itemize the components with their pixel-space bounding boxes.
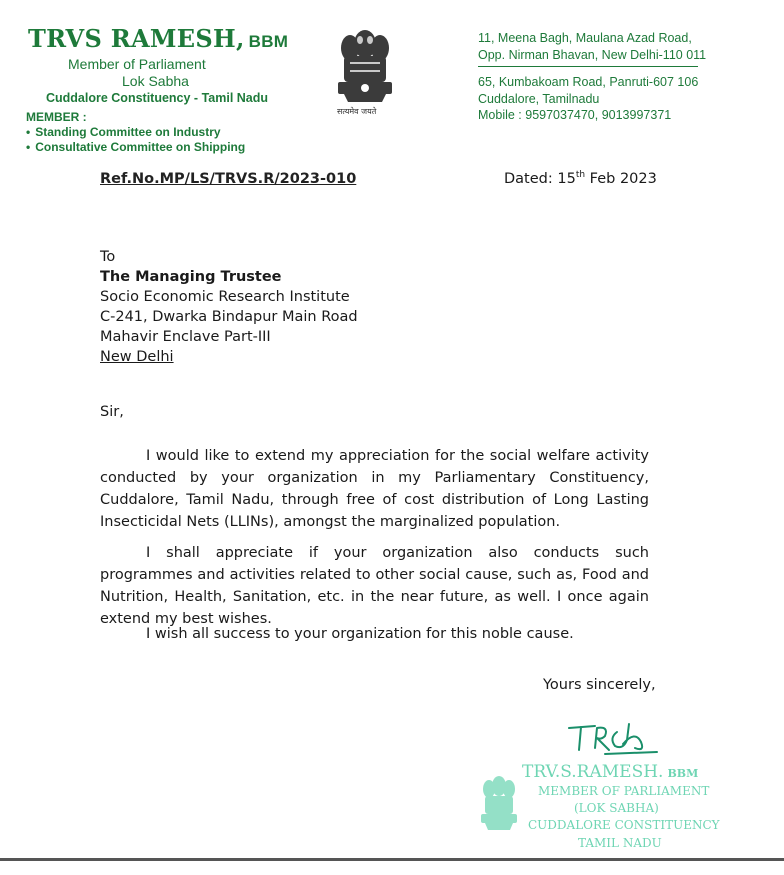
stamp-house: (LOK SABHA) xyxy=(574,801,659,815)
letter-date xyxy=(504,170,657,187)
recipient-city: New Delhi xyxy=(100,349,174,365)
letterhead-name-text: TRVS RAMESH, xyxy=(28,24,245,53)
body-paragraph: I would like to extend my appreciation for the social welfare activity conducted by your organization in my Parliamentary Constituency, Cuddalore, Tamil Nadu, through free of cost distribution of Long Lasting Insecticidal Nets (LLINs), amongst the marginalized population. xyxy=(100,448,649,530)
address-divider xyxy=(478,66,698,67)
member-label: MEMBER : xyxy=(26,110,87,124)
letterhead-name xyxy=(28,24,288,53)
recipient-line: Socio Economic Research Institute xyxy=(100,289,350,305)
stamp-state: TAMIL NADU xyxy=(578,836,662,850)
committee-item: • Standing Committee on Industry xyxy=(26,125,245,140)
local-address xyxy=(478,74,698,124)
recipient-line: Mahavir Enclave Part-III xyxy=(100,329,271,345)
to-label: To xyxy=(100,249,116,265)
recipient-block xyxy=(100,247,358,367)
bottom-rule xyxy=(0,858,784,861)
date-suffix: Feb 2023 xyxy=(585,170,657,187)
letterhead-house: Lok Sabha xyxy=(122,73,189,89)
date-prefix: Dated: 15 xyxy=(504,170,576,187)
letterhead-constituency: Cuddalore Constituency - Tamil Nadu xyxy=(46,91,269,105)
committee-list xyxy=(26,125,245,155)
date-ordinal: th xyxy=(575,170,586,180)
address-line: 11, Meena Bagh, Maulana Azad Road, xyxy=(478,31,692,45)
address-line: Opp. Nirman Bhavan, New Delhi-110 011 xyxy=(478,47,707,62)
salutation: Sir, xyxy=(100,404,124,420)
stamp-name-text: TRV.S.RAMESH. xyxy=(522,762,664,782)
stamp-emblem-icon xyxy=(476,772,522,844)
recipient-line: C-241, Dwarka Bindapur Main Road xyxy=(100,309,358,325)
body-paragraph: I shall appreciate if your organization also conducts such programmes and activities related to other social cause, such as, Food and Nutrition, Health, Sanitation, etc. in the near future, as well. I once again extend my best wishes. xyxy=(100,545,649,627)
stamp-name xyxy=(522,762,698,782)
address-line: Cuddalore, Tamilnadu xyxy=(478,91,600,106)
reference-number: Ref.No.MP/LS/TRVS.R/2023-010 xyxy=(100,171,357,187)
body-paragraph: I wish all success to your organization for this noble cause. xyxy=(146,626,574,642)
letterhead-designation: Member of Parliament xyxy=(68,56,206,72)
stamp-constituency: CUDDALORE CONSTITUENCY xyxy=(528,818,720,832)
stamp-designation: MEMBER OF PARLIAMENT xyxy=(538,784,710,798)
recipient-title: The Managing Trustee xyxy=(100,269,282,285)
committee-item: • Consultative Committee on Shipping xyxy=(26,140,245,155)
stamp-name-suffix: BBM xyxy=(667,767,699,780)
handwritten-signature xyxy=(565,718,665,760)
mobile-line: Mobile : 9597037470, 9013997371 xyxy=(478,108,672,122)
letterhead-name-suffix: BBM xyxy=(248,32,289,51)
closing-line: Yours sincerely, xyxy=(543,677,656,693)
emblem-motto: सत्यमेव जयते xyxy=(337,107,377,116)
delhi-address xyxy=(478,30,706,63)
address-line: 65, Kumbakoam Road, Panruti-607 106 xyxy=(478,75,699,89)
